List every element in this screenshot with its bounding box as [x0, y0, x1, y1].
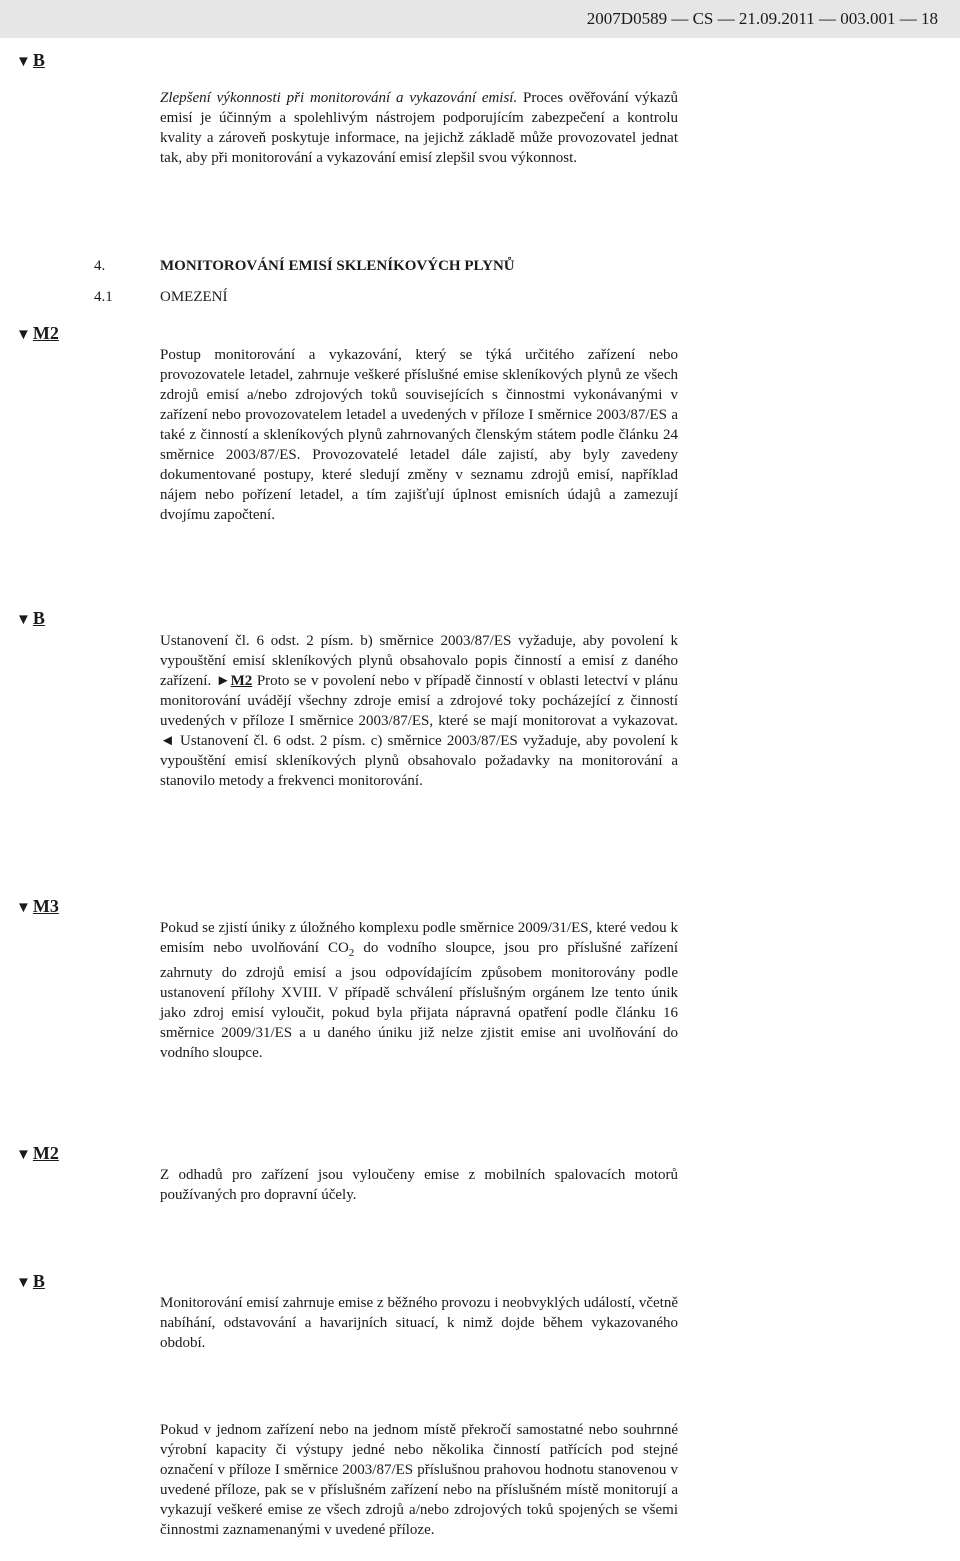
- intro-paragraph: [160, 88, 678, 168]
- marker-code: B: [32, 50, 45, 70]
- page-header: [0, 0, 960, 38]
- amendment-marker-m2: [16, 323, 59, 344]
- down-triangle-icon: ▼: [16, 1147, 31, 1163]
- amendment-marker-m3: [16, 896, 59, 917]
- marker-code: B: [32, 608, 45, 628]
- down-triangle-icon: ▼: [16, 612, 31, 628]
- paragraph-leakage: [160, 918, 678, 1063]
- subsection-number: 4.1: [94, 289, 113, 305]
- intro-text: Proces ověřování výkazů emisí je účinným a spolehlivým nástrojem podporujícím zabezpečení a kontrolu kvality a zároveň poskytuje informace, na jejichž základě může provozovatel jednat tak, aby při monitorování a vykazování emisí zlepšil svou výkonnost.: [160, 90, 678, 166]
- amendment-marker-b: [16, 608, 45, 629]
- inline-amendment-code: M2: [230, 673, 253, 689]
- paragraph-scope: Postup monitorování a vykazování, který se týká určitého zařízení nebo provozovatele letadel, zahrnuje veškeré příslušné emise skleníkových plynů ze všech zdrojů emisí a/nebo zdrojových toků souvisejících s činnostmi vykonávanými v zařízení nebo provozovatelem letadel a uvedených v příloze I směrnice 2003/87/ES a také z činností a skleníkových plynů zahrnovaných členským státem podle článku 24 směrnice 2003/87/ES. Provozovatelé letadel dále zajistí, aby byly zavedeny dokumentované postupy, které sledují změny v seznamu zdrojů emisí, například nájem nebo pořízení letadel, a tím zajišťují úplnost emisních údajů a zamezují dvojímu započtení.: [160, 347, 678, 523]
- marker-code: M2: [32, 1143, 59, 1163]
- header-text: 2007D0589 — CS — 21.09.2011 — 003.001 — 18: [586, 9, 938, 28]
- down-triangle-icon: ▼: [16, 1275, 31, 1291]
- subscript-2: 2: [348, 947, 355, 959]
- section-title: MONITOROVÁNÍ EMISÍ SKLENÍKOVÝCH PLYNŮ: [160, 258, 515, 274]
- down-triangle-icon: ▼: [16, 54, 31, 70]
- back-arrow-icon: ◄: [160, 733, 175, 749]
- play-arrow-icon: ►: [215, 673, 231, 689]
- permit-text-2: Proto se v povolení nebo v případě činností v oblasti letectví v plánu monitorování uvádějí všechny zdroje emisí a zdrojové toky pocházející z činností uvedených v příloze I směrnice 2003/87/ES, které se mají monitorovat a vykazovat.: [160, 673, 678, 729]
- amendment-marker-b: [16, 50, 45, 71]
- subsection-title: OMEZENÍ: [160, 289, 228, 305]
- paragraph-normal-operations: Monitorování emisí zahrnuje emise z běžného provozu i neobvyklých událostí, včetně nabíhání, odstavování a havarijních situací, k nimž dojde během vykazovaného období.: [160, 1295, 678, 1351]
- permit-text-3: Ustanovení čl. 6 odst. 2 písm. c) směrnice 2003/87/ES vyžaduje, aby povolení k vypouštění emisí skleníkových plynů obsahovalo požadavky na monitorování a stanovilo metody a frekvenci monitorování.: [160, 733, 678, 789]
- down-triangle-icon: ▼: [16, 327, 31, 343]
- marker-code: M3: [32, 896, 59, 916]
- marker-code: B: [32, 1271, 45, 1291]
- amendment-marker-b: [16, 1271, 45, 1292]
- paragraph-permit: [160, 631, 678, 791]
- section-number: 4.: [94, 258, 106, 274]
- leakage-text-2: do vodního sloupce, jsou pro příslušné zařízení zahrnuty do zdrojů emisí a jsou odpovídajícím způsobem monitorovány podle ustanovení přílohy XVIII. V případě schválení příslušným orgánem lze tento únik jako zdroj emisí vyloučit, pokud byla přijata nápravná opatření podle článku 16 směrnice 2009/31/ES a u daného úniku již nelze zjistit emise ani uvolňování do vodního sloupce.: [160, 940, 678, 1061]
- down-triangle-icon: ▼: [16, 900, 31, 916]
- paragraph-capacity-threshold: Pokud v jednom zařízení nebo na jednom místě překročí samostatné nebo souhrnné výrobní kapacity či výstupy jedné nebo několika činností patřících pod stejné označení v příloze I směrnice 2003/87/ES příslušnou prahovou hodnotu stanovenou v uvedené příloze, pak se v příslušném zařízení nebo na příslušném místě monitorují a vykazují veškeré emise ze všech zdrojů a/nebo zdrojových toků spojených se všemi činnostmi zaznamenanými v uvedené příloze.: [160, 1422, 678, 1538]
- paragraph-mobile-engines: Z odhadů pro zařízení jsou vyloučeny emise z mobilních spalovacích motorů používaných pro dopravní účely.: [160, 1167, 678, 1203]
- marker-code: M2: [32, 323, 59, 343]
- intro-italic-title: Zlepšení výkonnosti při monitorování a vykazování emisí.: [160, 90, 518, 106]
- leakage-text-1: Pokud se zjistí úniky z úložného komplexu podle směrnice 2009/31/ES, které vedou k emisím nebo uvolňování CO: [160, 920, 678, 956]
- permit-text-1: Ustanovení čl. 6 odst. 2 písm. b) směrnice 2003/87/ES vyžaduje, aby povolení k vypouštění emisí skleníkových plynů obsahovalo popis činností a emisí z daného zařízení.: [160, 633, 678, 689]
- amendment-marker-m2: [16, 1143, 59, 1164]
